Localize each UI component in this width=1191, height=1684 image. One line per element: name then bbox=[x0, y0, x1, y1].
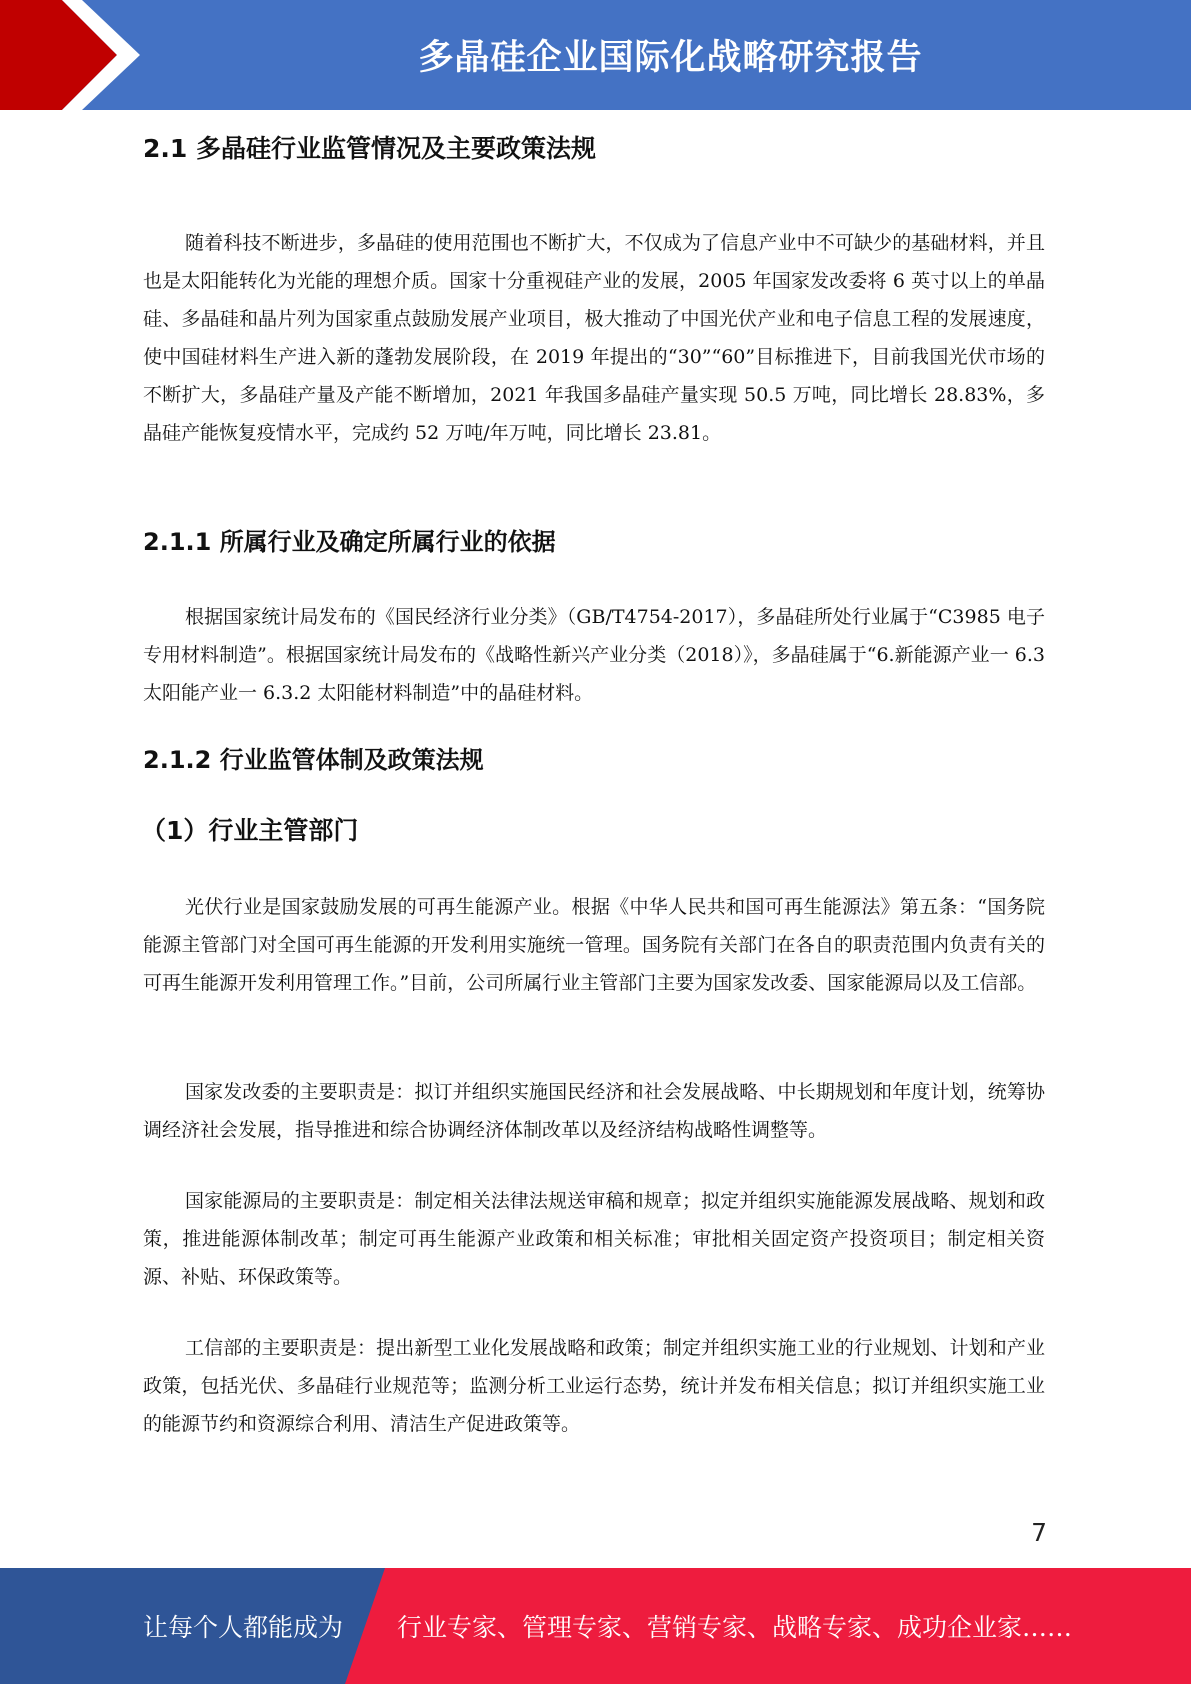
report-title: 多晶硅企业国际化战略研究报告 bbox=[418, 38, 923, 78]
paragraph-miit-duties: 工信部的主要职责是：提出新型工业化发展战略和政策；制定并组织实施工业的行业规划、计划和产业政策，包括光伏、多晶硅行业规范等；监测分析工业运行态势，统计并发布相关信息；拟订并组织实施工业的能源节约和资源综合利用、清洁生产促进政策等。 bbox=[143, 1337, 1045, 1435]
page-number: 7 bbox=[1031, 1518, 1047, 1547]
header-chevron-icon bbox=[0, 0, 155, 110]
subsection-heading-department: （1）行业主管部门 bbox=[141, 816, 359, 845]
section-heading-2-1: 2.1 多晶硅行业监管情况及主要政策法规 bbox=[143, 134, 596, 163]
page-footer bbox=[0, 1568, 1191, 1684]
section-heading-2-1-2: 2.1.2 行业监管体制及政策法规 bbox=[143, 746, 484, 774]
paragraph-nea-duties: 国家能源局的主要职责是：制定相关法律法规送审稿和规章；拟定并组织实施能源发展战略、规划和政策，推进能源体制改革；制定可再生能源产业政策和相关标准；审批相关固定资产投资项目；制定相关资源、补贴、环保政策等。 bbox=[143, 1190, 1045, 1288]
page-header bbox=[0, 0, 1191, 110]
paragraph-department-intro: 光伏行业是国家鼓励发展的可再生能源产业。根据《中华人民共和国可再生能源法》第五条：“国务院能源主管部门对全国可再生能源的开发利用实施统一管理。国务院有关部门在各自的职责范围内负责有关的可再生能源开发利用管理工作。”目前，公司所属行业主管部门主要为国家发改委、国家能源局以及工信部。 bbox=[143, 896, 1045, 994]
paragraph-ndrc-duties: 国家发改委的主要职责是：拟订并组织实施国民经济和社会发展战略、中长期规划和年度计划，统筹协调经济社会发展，指导推进和综合协调经济体制改革以及经济结构战略性调整等。 bbox=[143, 1081, 1045, 1141]
footer-slogan-right: 行业专家、管理专家、营销专家、战略专家、成功企业家…… bbox=[397, 1613, 1073, 1642]
footer-slogan-left: 让每个人都能成为 bbox=[143, 1613, 344, 1642]
paragraph-2-1: 随着科技不断进步，多晶硅的使用范围也不断扩大，不仅成为了信息产业中不可缺少的基础材料，并且也是太阳能转化为光能的理想介质。国家十分重视硅产业的发展，2005 年国家发改委将 6 英寸以上的单晶硅、多晶硅和晶片列为国家重点鼓励发展产业项目，极大推动了中国光伏产业和电子信息工程的发展速度，使中国硅材料生产进入新的蓬勃发展阶段，在 2019 年提出的“30”“60”目标推进下，目前我国光伏市场的不断扩大，多晶硅产量及产能不断增加，2021 年我国多晶硅产量实现 50.5 万吨，同比增长 28.83%，多晶硅产能恢复疫情水平，完成约 52 万吨/年万吨，同比增长 23.81。 bbox=[143, 232, 1045, 444]
paragraph-2-1-1: 根据国家统计局发布的《国民经济行业分类》（GB/T4754-2017），多晶硅所处行业属于“C3985 电子专用材料制造”。根据国家统计局发布的《战略性新兴产业分类（2018）》，多晶硅属于“6.新能源产业一 6.3 太阳能产业一 6.3.2 太阳能材料制造”中的晶硅材料。 bbox=[143, 606, 1045, 704]
section-heading-2-1-1: 2.1.1 所属行业及确定所属行业的依据 bbox=[143, 528, 556, 556]
